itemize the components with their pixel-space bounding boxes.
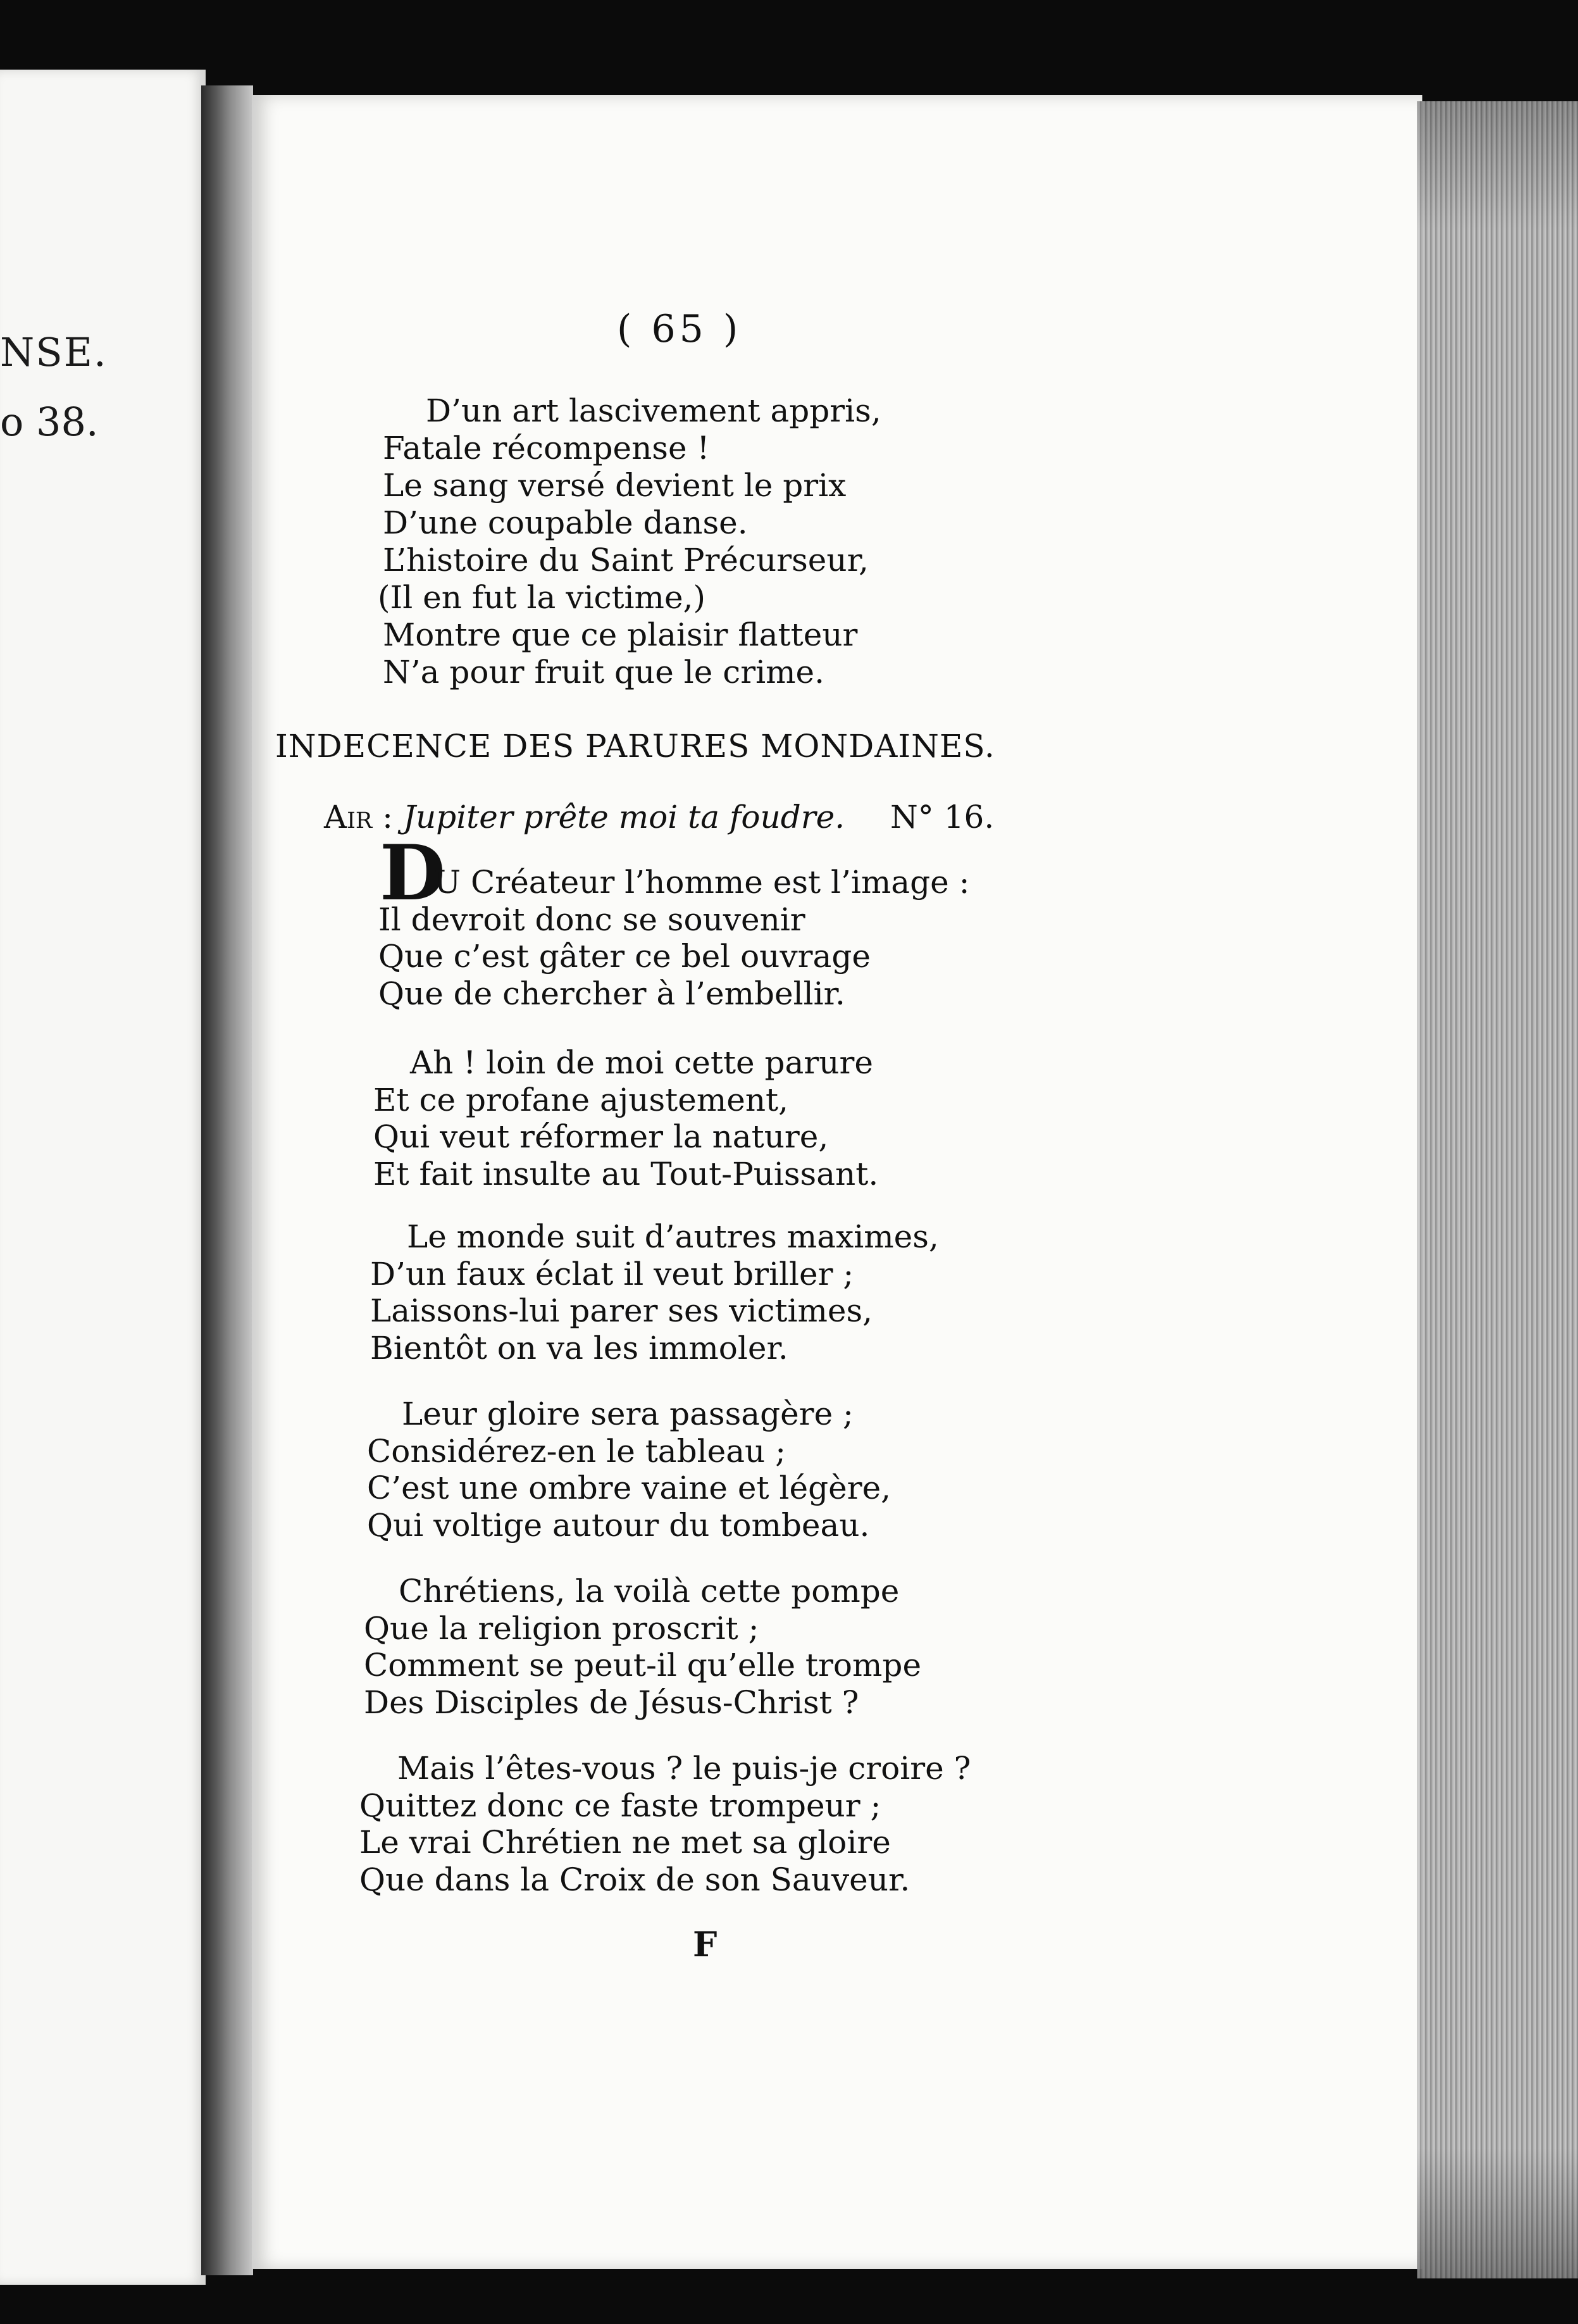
stanza-4 xyxy=(367,1396,891,1544)
drop-cap: D xyxy=(380,828,446,918)
verse-line: C’est une ombre vaine et légère, xyxy=(367,1470,892,1506)
verse-line: Que dans la Croix de son Sauveur. xyxy=(359,1861,910,1898)
verse-line: Montre que ce plaisir flatteur xyxy=(383,616,858,653)
page-number: ( 65 ) xyxy=(617,307,742,351)
verse-line: D’un faux éclat il veut briller ; xyxy=(370,1255,854,1292)
verse-line: Que la religion proscrit ; xyxy=(364,1609,759,1647)
left-page-header-fragment: NSE. xyxy=(0,329,108,375)
verse-line: Bientôt on va les immoler. xyxy=(370,1329,788,1366)
verse-line: D’une coupable danse. xyxy=(383,504,748,541)
verse-line: Ah ! loin de moi cette parure xyxy=(410,1044,873,1081)
signature-mark: F xyxy=(693,1924,718,1965)
verse-line: Comment se peut-il qu’elle trompe xyxy=(364,1647,922,1684)
air-label: Air : xyxy=(324,799,394,835)
verse-line: Et fait insulte au Tout-Puissant. xyxy=(373,1155,879,1192)
stanza-3 xyxy=(370,1218,939,1366)
verse-line: Il devroit donc se souvenir xyxy=(378,901,805,938)
verse-line: U Créateur l’homme est l’image : xyxy=(434,864,970,901)
verse-line: Qui veut réformer la nature, xyxy=(373,1118,829,1155)
verse-line: L’histoire du Saint Précurseur, xyxy=(383,542,869,578)
stanza-6 xyxy=(359,1750,971,1898)
stanza-carry xyxy=(378,392,881,691)
verse-line: Et ce profane ajustement, xyxy=(373,1081,789,1118)
verse-line: Mais l’êtes-vous ? le puis-je croire ? xyxy=(397,1750,971,1787)
verse-line: Considérez-en le tableau ; xyxy=(367,1432,786,1470)
air-number: N° 16. xyxy=(890,799,995,835)
verse-line: Le monde suit d’autres maximes, xyxy=(407,1218,939,1255)
verse-line: Quittez donc ce faste trompeur ; xyxy=(359,1787,881,1824)
verse-line: Que de chercher à l’embellir. xyxy=(378,975,845,1012)
verse-line: Que c’est gâter ce bel ouvrage xyxy=(378,938,871,975)
verse-line: Chrétiens, la voilà cette pompe xyxy=(399,1573,900,1609)
section-title: INDECENCE DES PARURES MONDAINES. xyxy=(275,728,995,765)
verse-line: Des Disciples de Jésus-Christ ? xyxy=(364,1684,859,1721)
book-gutter xyxy=(201,85,253,2275)
page-fore-edge xyxy=(1417,101,1578,2278)
verse-line: Le sang versé devient le prix xyxy=(383,467,847,504)
left-page xyxy=(0,70,206,2285)
verse-line: N’a pour fruit que le crime. xyxy=(383,654,824,690)
verse-line: Laissons-lui parer ses victimes, xyxy=(370,1292,873,1329)
stanza-2 xyxy=(373,1044,878,1192)
verse-line: Fatale récompense ! xyxy=(383,430,710,466)
left-page-number-fragment: o 38. xyxy=(0,399,99,445)
verse-line: D’un art lascivement appris, xyxy=(426,392,881,429)
verse-line: Qui voltige autour du tombeau. xyxy=(367,1506,870,1544)
verse-line: Le vrai Chrétien ne met sa gloire xyxy=(359,1824,891,1861)
stanza-1 xyxy=(378,864,969,1012)
verse-line: Leur gloire sera passagère ; xyxy=(402,1396,854,1432)
verse-line: (Il en fut la victime,) xyxy=(378,579,705,616)
air-tune: Jupiter prête moi ta foudre. xyxy=(402,799,845,835)
stanza-5 xyxy=(364,1573,921,1721)
